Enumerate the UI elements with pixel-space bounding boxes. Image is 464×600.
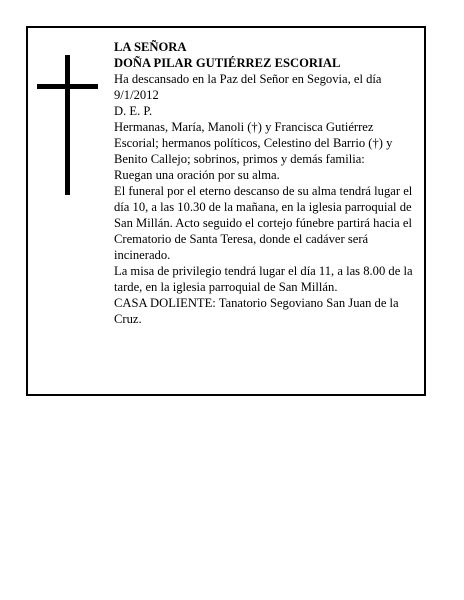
prayer-request: Ruegan una oración por su alma. <box>114 168 280 182</box>
death-notice: Ha descansado en la Paz del Señor en Segovia, el día 9/1/2012 <box>114 72 382 102</box>
mourning-house: CASA DOLIENTE: Tanatorio Segoviano San Juan de la Cruz. <box>114 296 399 326</box>
funeral-details: El funeral por el eterno descanso de su alma tendrá lugar el día 10, a las 10.30 de la mañana, en la iglesia parroquial de San Millán. Acto seguido el cortejo fúnebre partirá hacia el Crematorio de Santa Teresa, donde el cadáver será incinerado. <box>114 184 413 262</box>
deceased-name: DOÑA PILAR GUTIÉRREZ ESCORIAL <box>114 56 341 70</box>
mass-details: La misa de privilegio tendrá lugar el día 11, a las 8.00 de la tarde, en la iglesia parroquial de San Millán. <box>114 264 413 294</box>
cross-horizontal-bar <box>37 84 98 89</box>
family-list: Hermanas, María, Manoli (†) y Francisca Gutiérrez Escorial; hermanos políticos, Celestino del Barrio (†) y Benito Callejo; sobrinos, primos y demás familia: <box>114 120 393 166</box>
obituary-text <box>114 39 416 327</box>
rip-line: D. E. P. <box>114 104 153 118</box>
cross-vertical-bar <box>65 55 70 195</box>
obituary-title: LA SEÑORA <box>114 40 187 54</box>
